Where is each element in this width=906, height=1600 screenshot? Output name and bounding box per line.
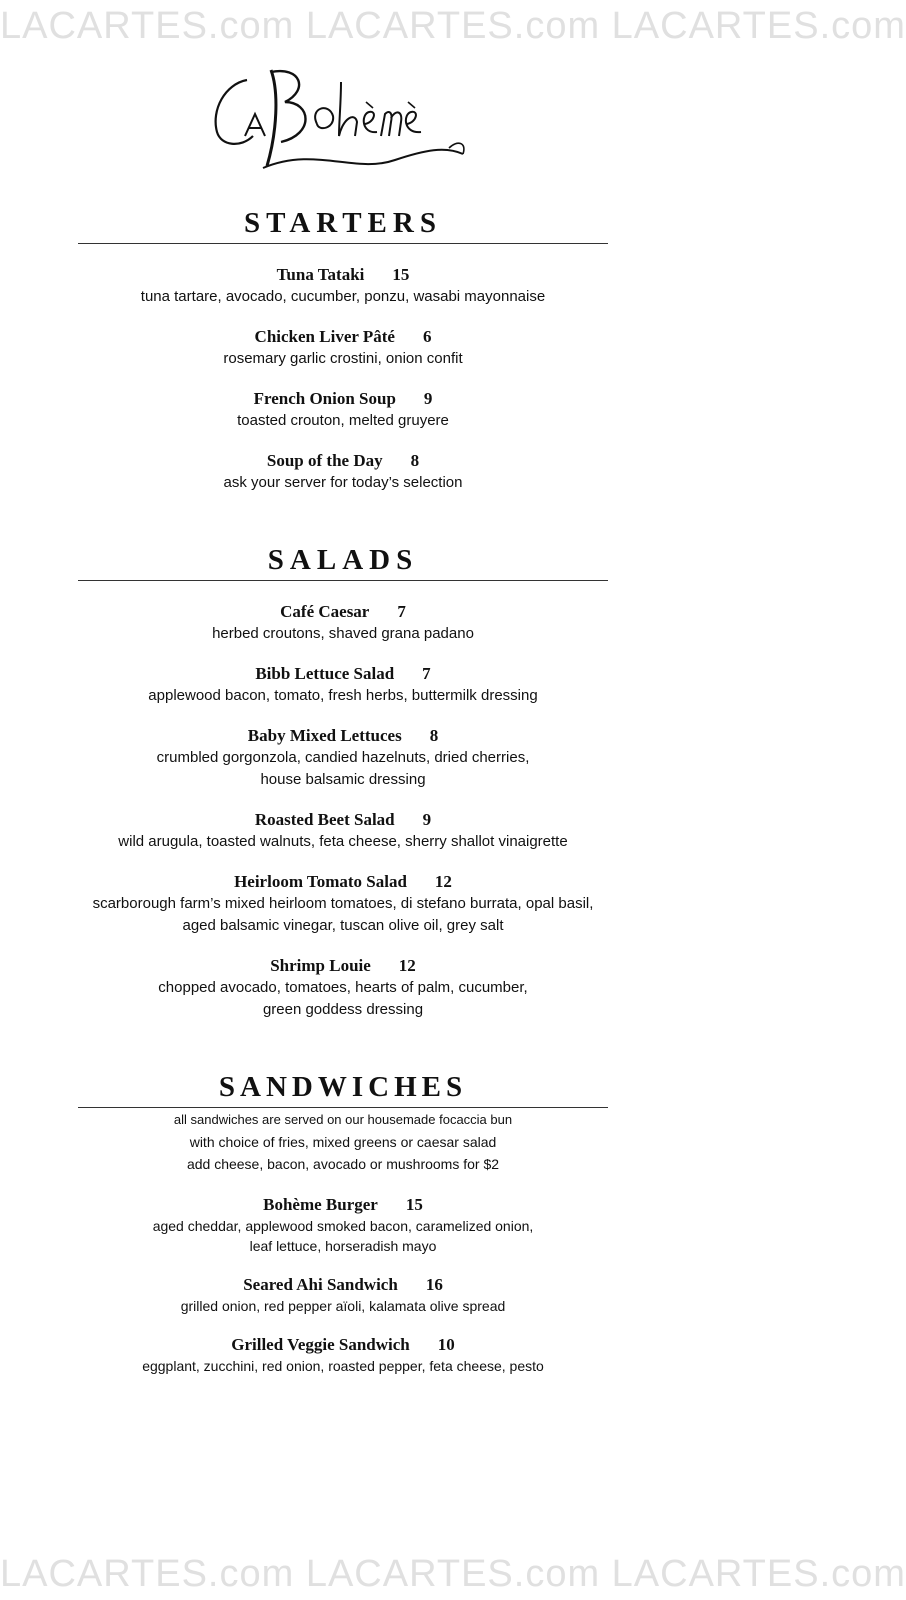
menu-item [78, 955, 608, 1021]
menu-items [78, 601, 608, 1021]
item-price: 12 [434, 872, 452, 891]
item-price: 16 [425, 1275, 443, 1294]
watermark-text: LACARTES.com LACARTES.com LACARTES.com [0, 5, 906, 47]
item-description: chopped avocado, tomatoes, hearts of palm, cucumber, [158, 979, 528, 996]
item-heading [78, 1194, 608, 1216]
menu-items [78, 1194, 608, 1376]
item-heading [78, 601, 608, 623]
section-title: SALADS [78, 542, 608, 581]
item-name: Bibb Lettuce Salad [255, 664, 395, 683]
item-description: green goddess dressing [262, 1001, 424, 1018]
section-note: all sandwiches are served on our housemade focaccia bun [173, 1112, 513, 1127]
menu-item [78, 326, 608, 370]
menu-item [78, 809, 608, 853]
item-price: 12 [398, 956, 416, 975]
item-heading [78, 326, 608, 348]
item-price: 10 [437, 1335, 455, 1354]
item-description: leaf lettuce, horseradish mayo [249, 1238, 437, 1254]
menu-sections [78, 205, 608, 1376]
menu-content [78, 205, 608, 1424]
item-name: Seared Ahi Sandwich [243, 1275, 398, 1294]
item-name: Bohème Burger [263, 1195, 378, 1214]
item-name: Grilled Veggie Sandwich [231, 1335, 410, 1354]
item-heading [78, 388, 608, 410]
watermark-text: LACARTES.com LACARTES.com LACARTES.com [0, 1553, 906, 1595]
item-description: herbed croutons, shaved grana padano [212, 625, 474, 642]
item-description: grilled onion, red pepper aïoli, kalamata olive spread [180, 1298, 506, 1314]
item-description: rosemary garlic crostini, onion confit [223, 350, 463, 367]
menu-item [78, 725, 608, 791]
section-title: SANDWICHES [78, 1069, 608, 1108]
section-note: add cheese, bacon, avocado or mushrooms for $2 [186, 1156, 500, 1172]
menu-item [78, 1334, 608, 1376]
item-description: crumbled gorgonzola, candied hazelnuts, dried cherries, [156, 749, 530, 766]
item-description: eggplant, zucchini, red onion, roasted pepper, feta cheese, pesto [142, 1358, 544, 1374]
item-price: 9 [422, 810, 432, 829]
menu-items [78, 264, 608, 494]
item-description: applewood bacon, tomato, fresh herbs, buttermilk dressing [148, 687, 538, 704]
item-description: house balsamic dressing [260, 771, 426, 788]
item-description: tuna tartare, avocado, cucumber, ponzu, wasabi mayonnaise [140, 288, 546, 305]
item-price: 8 [410, 451, 420, 470]
item-price: 8 [429, 726, 439, 745]
item-name: French Onion Soup [253, 389, 396, 408]
item-name: Tuna Tataki [276, 265, 365, 284]
item-description: ask your server for today’s selection [223, 474, 463, 491]
item-heading [78, 871, 608, 893]
item-description: aged balsamic vinegar, tuscan olive oil, grey salt [182, 917, 504, 934]
item-name: Roasted Beet Salad [254, 810, 395, 829]
item-price: 15 [392, 265, 410, 284]
item-price: 15 [405, 1195, 423, 1214]
item-name: Heirloom Tomato Salad [234, 872, 407, 891]
menu-item [78, 264, 608, 308]
item-name: Shrimp Louie [270, 956, 371, 975]
item-description: aged cheddar, applewood smoked bacon, caramelized onion, [152, 1218, 534, 1234]
item-name: Café Caesar [280, 602, 370, 621]
item-heading [78, 663, 608, 685]
item-heading [78, 450, 608, 472]
item-heading [78, 725, 608, 747]
watermark-top [0, 2, 906, 50]
item-heading [78, 809, 608, 831]
item-heading [78, 264, 608, 286]
item-description: scarborough farm’s mixed heirloom tomatoes, di stefano burrata, opal basil, [92, 895, 594, 912]
item-name: Baby Mixed Lettuces [247, 726, 402, 745]
item-price: 7 [422, 664, 431, 683]
menu-item [78, 450, 608, 494]
menu-item [78, 871, 608, 937]
menu-item [78, 1274, 608, 1316]
menu-item [78, 663, 608, 707]
item-price: 6 [422, 327, 432, 346]
restaurant-logo [205, 62, 475, 182]
section-note: with choice of fries, mixed greens or caesar salad [189, 1134, 497, 1150]
item-name: Chicken Liver Pâté [254, 327, 395, 346]
item-heading [78, 1334, 608, 1356]
menu-item [78, 1194, 608, 1256]
item-price: 7 [397, 602, 406, 621]
item-description: toasted crouton, melted gruyere [237, 412, 449, 429]
menu-item [78, 601, 608, 645]
item-name: Soup of the Day [266, 451, 383, 470]
menu-item [78, 388, 608, 432]
item-heading [78, 1274, 608, 1296]
item-description: wild arugula, toasted walnuts, feta cheese, sherry shallot vinaigrette [118, 833, 568, 850]
section-title: STARTERS [78, 205, 608, 244]
menu-section-salads [78, 542, 608, 1021]
menu-section-sandwiches [78, 1069, 608, 1376]
watermark-bottom [0, 1550, 906, 1598]
menu-section-starters [78, 205, 608, 494]
item-heading [78, 955, 608, 977]
item-price: 9 [423, 389, 433, 408]
